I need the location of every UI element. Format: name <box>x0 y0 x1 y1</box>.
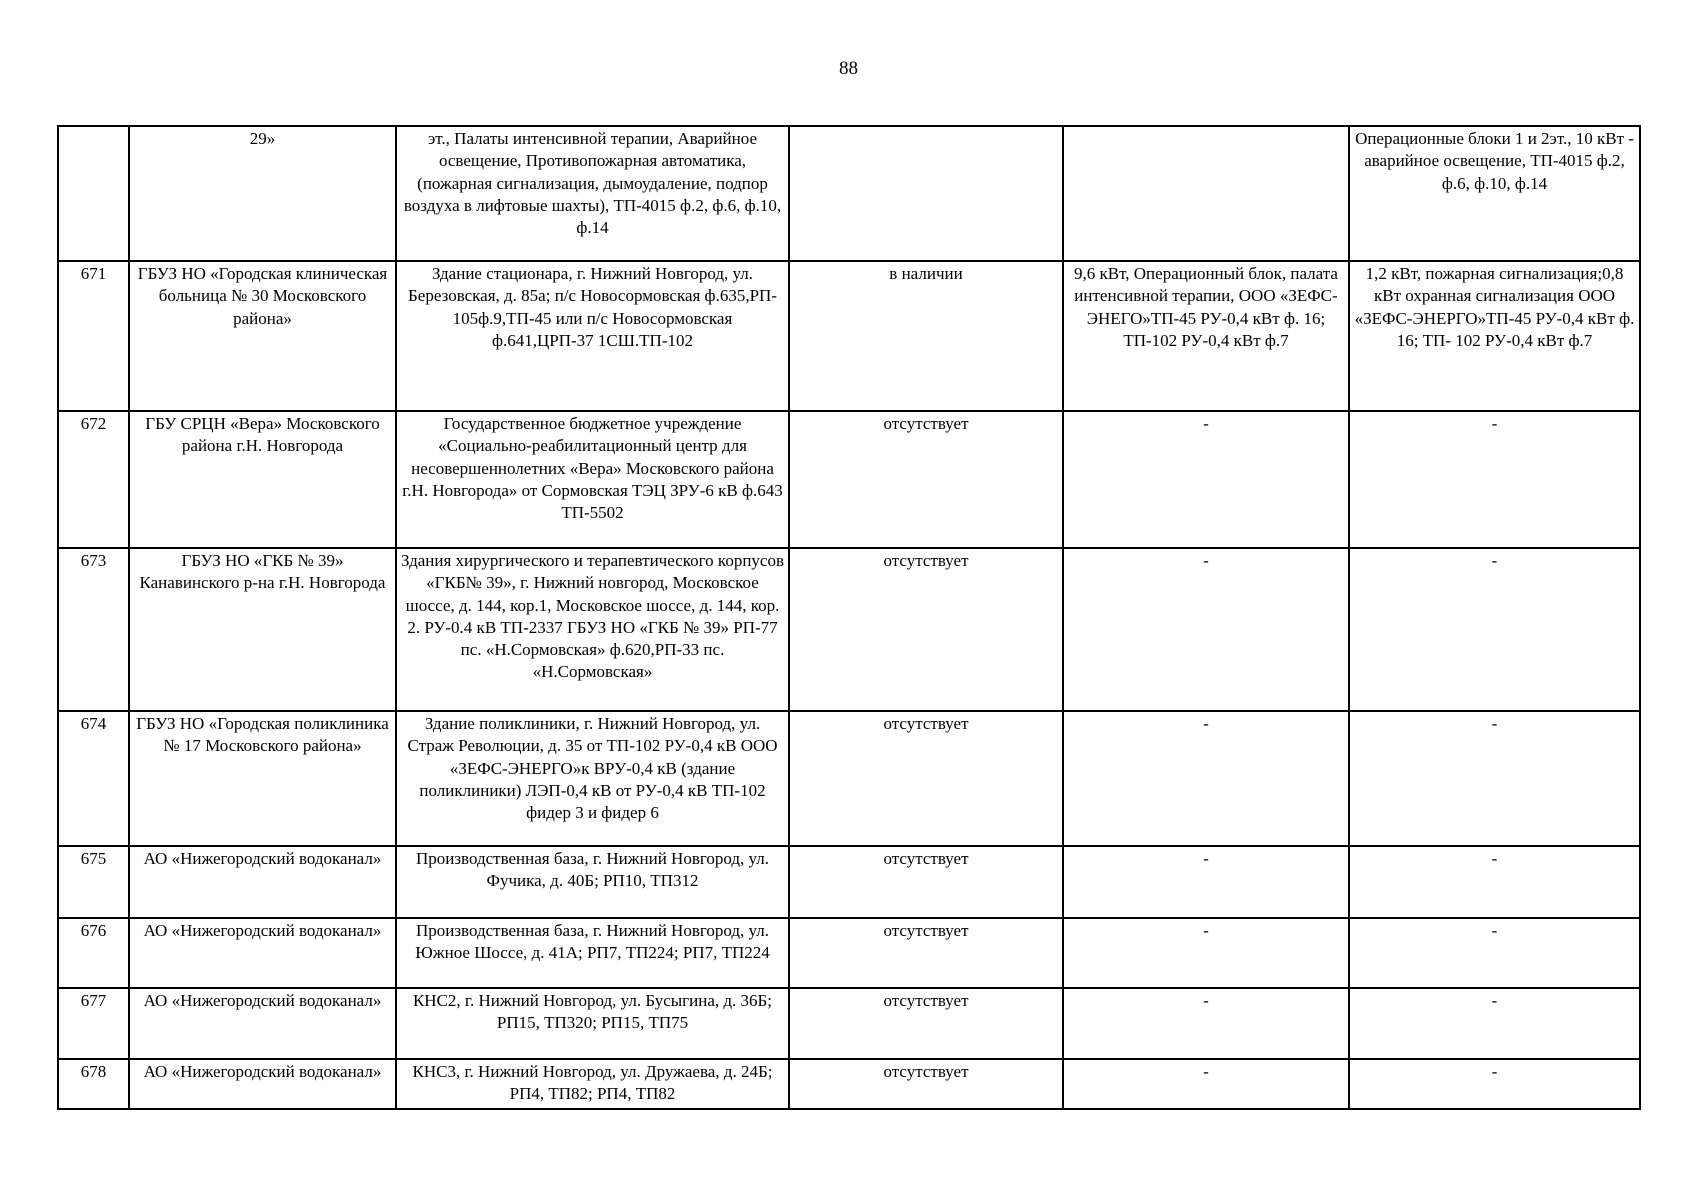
secondary-load-cell: - <box>1349 988 1640 1059</box>
availability-cell: отсутствует <box>789 711 1063 846</box>
primary-load-cell: - <box>1063 411 1349 548</box>
primary-load-cell: - <box>1063 1059 1349 1109</box>
secondary-load-cell: Операционные блоки 1 и 2эт., 10 кВт - аварийное освещение, ТП-4015 ф.2, ф.6, ф.10, ф.14 <box>1349 126 1640 261</box>
secondary-load-cell: - <box>1349 846 1640 918</box>
object-description-cell: КНС3, г. Нижний Новгород, ул. Дружаева, д. 24Б; РП4, ТП82; РП4, ТП82 <box>396 1059 789 1109</box>
object-description-cell: Здания хирургического и терапевтического корпусов «ГКБ№ 39», г. Нижний новгород, Московское шоссе, д. 144, кор.1, Московское шоссе, д. 144, кор. 2. РУ-0.4 кВ ТП-2337 ГБУЗ НО «ГКБ № 39» РП-77 пс. «Н.Сормовская» ф.620,РП-33 пс. «Н.Сормовская» <box>396 548 789 711</box>
table-row <box>58 711 1640 846</box>
row-number-cell: 673 <box>58 548 129 711</box>
availability-cell: отсутствует <box>789 918 1063 988</box>
secondary-load-cell: - <box>1349 711 1640 846</box>
row-number-cell: 672 <box>58 411 129 548</box>
row-number-cell: 671 <box>58 261 129 411</box>
availability-cell: в наличии <box>789 261 1063 411</box>
organization-cell: АО «Нижегородский водоканал» <box>129 846 396 918</box>
primary-load-cell: - <box>1063 548 1349 711</box>
table-row <box>58 126 1640 261</box>
availability-cell <box>789 126 1063 261</box>
row-number-cell: 674 <box>58 711 129 846</box>
organization-cell: ГБУ СРЦН «Вера» Московского района г.Н. Новгорода <box>129 411 396 548</box>
primary-load-cell: - <box>1063 711 1349 846</box>
secondary-load-cell: - <box>1349 548 1640 711</box>
row-number-cell <box>58 126 129 261</box>
primary-load-cell: 9,6 кВт, Операционный блок, палата интенсивной терапии, ООО «ЗЕФС-ЭНЕГО»ТП-45 РУ-0,4 кВт ф. 16; ТП-102 РУ-0,4 кВт ф.7 <box>1063 261 1349 411</box>
availability-cell: отсутствует <box>789 411 1063 548</box>
secondary-load-cell: - <box>1349 1059 1640 1109</box>
organization-cell: ГБУЗ НО «Городская клиническая больница № 30 Московского района» <box>129 261 396 411</box>
row-number-cell: 675 <box>58 846 129 918</box>
table-row <box>58 846 1640 918</box>
primary-load-cell: - <box>1063 988 1349 1059</box>
availability-cell: отсутствует <box>789 846 1063 918</box>
object-description-cell: Здание стационара, г. Нижний Новгород, ул. Березовская, д. 85а; п/с Новосормовская ф.635,РП- 105ф.9,ТП-45 или п/с Новосормовская ф.641,ЦРП-37 1СШ.ТП-102 <box>396 261 789 411</box>
row-number-cell: 676 <box>58 918 129 988</box>
page-number: 88 <box>839 58 858 79</box>
object-description-cell: Здание поликлиники, г. Нижний Новгород, ул. Страж Революции, д. 35 от ТП-102 РУ-0,4 кВ ООО «ЗЕФС-ЭНЕРГО»к ВРУ-0,4 кВ (здание поликлиники) ЛЭП-0,4 кВ от РУ-0,4 кВ ТП-102 фидер 3 и фидер 6 <box>396 711 789 846</box>
organization-cell: ГБУЗ НО «ГКБ № 39» Канавинского р-на г.Н. Новгорода <box>129 548 396 711</box>
object-description-cell: Производственная база, г. Нижний Новгород, ул. Южное Шоссе, д. 41А; РП7, ТП224; РП7, ТП224 <box>396 918 789 988</box>
availability-cell: отсутствует <box>789 1059 1063 1109</box>
table-row <box>58 548 1640 711</box>
organization-cell: АО «Нижегородский водоканал» <box>129 1059 396 1109</box>
organization-cell: АО «Нижегородский водоканал» <box>129 918 396 988</box>
row-number-cell: 677 <box>58 988 129 1059</box>
primary-load-cell: - <box>1063 846 1349 918</box>
table-row <box>58 1059 1640 1109</box>
object-description-cell: эт., Палаты интенсивной терапии, Аварийное освещение, Противопожарная автоматика, (пожарная сигнализация, дымоудаление, подпор воздуха в лифтовые шахты), ТП-4015 ф.2, ф.6, ф.10, ф.14 <box>396 126 789 261</box>
organization-cell: 29» <box>129 126 396 261</box>
object-description-cell: КНС2, г. Нижний Новгород, ул. Бусыгина, д. 36Б; РП15, ТП320; РП15, ТП75 <box>396 988 789 1059</box>
object-description-cell: Производственная база, г. Нижний Новгород, ул. Фучика, д. 40Б; РП10, ТП312 <box>396 846 789 918</box>
table-row <box>58 261 1640 411</box>
availability-cell: отсутствует <box>789 548 1063 711</box>
organization-cell: ГБУЗ НО «Городская поликлиника № 17 Московского района» <box>129 711 396 846</box>
row-number-cell: 678 <box>58 1059 129 1109</box>
primary-load-cell: - <box>1063 918 1349 988</box>
object-description-cell: Государственное бюджетное учреждение «Социально-реабилитационный центр для несовершеннолетних «Вера» Московского района г.Н. Новгорода» от Сормовская ТЭЦ ЗРУ-6 кВ ф.643 ТП-5502 <box>396 411 789 548</box>
secondary-load-cell: - <box>1349 411 1640 548</box>
secondary-load-cell: 1,2 кВт, пожарная сигнализация;0,8 кВт охранная сигнализация ООО «ЗЕФС-ЭНЕРГО»ТП-45 РУ-0,4 кВт ф. 16; ТП- 102 РУ-0,4 кВт ф.7 <box>1349 261 1640 411</box>
table-row <box>58 988 1640 1059</box>
secondary-load-cell: - <box>1349 918 1640 988</box>
power-supply-table <box>57 125 1641 1110</box>
primary-load-cell <box>1063 126 1349 261</box>
organization-cell: АО «Нижегородский водоканал» <box>129 988 396 1059</box>
table-row <box>58 918 1640 988</box>
table-row <box>58 411 1640 548</box>
availability-cell: отсутствует <box>789 988 1063 1059</box>
